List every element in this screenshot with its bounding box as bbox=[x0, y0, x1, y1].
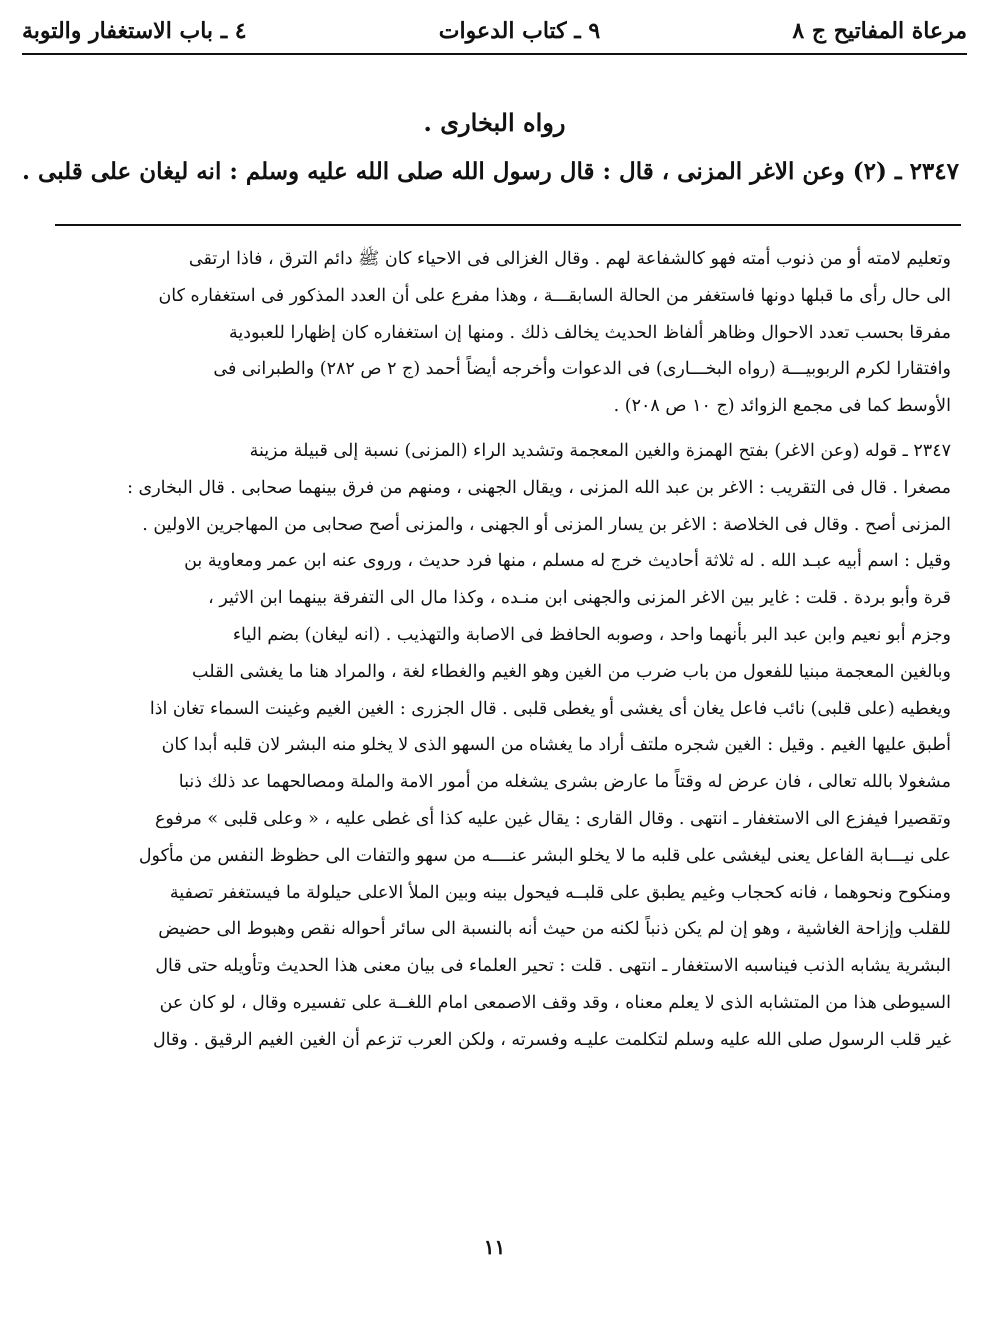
commentary-line: المزنى أصح . وقال فى الخلاصة : الاغر بن يسار المزنى أو الجهنى ، والمزنى أصح صحابى من المهاجرين الاولين . bbox=[142, 514, 951, 535]
commentary-line: وتقصيرا فيفزع الى الاستغفار ـ انتهى . وقال القارى : يقال غين عليه كذا أى غطى عليه ، « وعلى قلبى » مرفوع bbox=[154, 808, 951, 829]
commentary-line: وجزم أبو نعيم وابن عبد البر بأنهما واحد ، وصوبه الحافظ فى الاصابة والتهذيب . (انه ليغان) بضم الياء bbox=[232, 624, 951, 645]
commentary-line: قرة وأبو بردة . قلت : غاير بين الاغر المزنى والجهنى ابن منـده ، وكذا مال الى التفرقة بينهما ابن الاثير ، bbox=[208, 588, 951, 609]
page-number: ١١ bbox=[483, 1235, 506, 1259]
commentary-body bbox=[38, 241, 951, 1059]
commentary-line: السيوطى هذا من المتشابه الذى لا يعلم معناه ، وقد وقف الاصمعى امام اللغــة على تفسيره وقال ، لو كان عن bbox=[159, 992, 951, 1013]
header-chapter-title: ٤ ـ باب الاستغفار والتوبة bbox=[22, 18, 247, 44]
hadith-text: ٢٣٤٧ ـ (٢) وعن الاغر المزنى ، قال : قال رسول الله صلى الله عليه وسلم : انه ليغان على قلبى . bbox=[22, 158, 959, 185]
header-book-title: ٩ ـ كتاب الدعوات bbox=[438, 18, 601, 44]
commentary-line: غير قلب الرسول صلى الله عليه وسلم لتكلمت عليـه وفسرته ، ولكن العرب تزعم أن الغين الغيم الرقيق . وقال bbox=[152, 1029, 951, 1050]
commentary-line: ومنكوح ونحوهما ، فانه كحجاب وغيم يطبق على قلبــه فيحول بينه وبين الملأ الاعلى حيلولة ما فيستغفر تصفية bbox=[169, 882, 951, 903]
commentary-line: مشغولا بالله تعالى ، فان عرض له وقتاً ما عارض بشرى يشغله من أمور الامة والملة ومصالحهما عد ذلك ذنبا bbox=[178, 772, 951, 793]
hadith-attribution: رواه البخارى . bbox=[423, 108, 566, 137]
section-divider bbox=[55, 224, 961, 226]
commentary-line: وافتقارا لكرم الربوبيـــة (رواه البخـــارى) فى الدعوات وأخرجه أيضاً أحمد (ج ٢ ص ٢٨٢) والطبرانى فى bbox=[213, 359, 951, 380]
paragraph-gap bbox=[38, 425, 951, 433]
commentary-line: الأوسط كما فى مجمع الزوائد (ج ١٠ ص ٢٠٨) . bbox=[613, 396, 951, 417]
commentary-line: وقيل : اسم أبيه عبـد الله . له ثلاثة أحاديث خرج له مسلم ، منها فرد حديث ، وروى عنه ابن عمر ومعاوية بن bbox=[184, 551, 951, 572]
header-rule bbox=[22, 53, 967, 55]
commentary-line: على نيـــابة الفاعل يعنى ليغشى على قلبه ما لا يخلو البشر عنــــه من سهو والتفات الى حظوظ النفس من مأكول bbox=[138, 845, 951, 866]
commentary-line: ويغطيه (على قلبى) نائب فاعل يغان أى يغشى أو يغطى قلبى . قال الجزرى : الغين الغيم وغينت السماء تغان اذا bbox=[149, 698, 951, 719]
commentary-line: أطبق عليها الغيم . وقيل : الغين شجره ملتف أراد ما يغشاه من السهو الذى لا يخلو منه البشر لان قلبه أبدا كان bbox=[161, 735, 951, 756]
commentary-line: الى حال رأى ما قبلها دونها فاستغفر من الحالة السابقـــة ، وهذا مفرع على أن العدد المذكور فى استغفاره كان bbox=[158, 285, 951, 306]
hadith-block bbox=[22, 108, 959, 189]
running-header bbox=[22, 14, 967, 48]
commentary-line: مصغرا . قال فى التقريب : الاغر بن عبد الله المزنى ، ويقال الجهنى ، ومنهم من فرق بينهما صحابى . قال البخارى : bbox=[127, 477, 951, 498]
commentary-line: البشرية يشابه الذنب فيناسبه الاستغفار ـ انتهى . قلت : تحير العلماء فى بيان معنى هذا الحديث وتأويله حتى قال bbox=[155, 956, 951, 977]
commentary-line: مفرقا بحسب تعدد الاحوال وظاهر ألفاظ الحديث يخالف ذلك . ومنها إن استغفاره كان إظهارا للعبودية bbox=[228, 322, 951, 343]
commentary-line: وبالغين المعجمة مبنيا للفعول من باب ضرب من الغين وهو الغيم والغطاء لغة ، والمراد هنا ما يغشى القلب bbox=[192, 661, 951, 682]
header-volume-title: مرعاة المفاتيح ج ٨ bbox=[792, 18, 967, 44]
commentary-line: وتعليم لامته أو من ذنوب أمته فهو كالشفاعة لهم . وقال الغزالى فى الاحياء كان ﷺ دائم الترق ، فاذا ارتقى bbox=[188, 249, 951, 269]
commentary-line: ٢٣٤٧ ـ قوله (وعن الاغر) بفتح الهمزة والغين المعجمة وتشديد الراء (المزنى) نسبة إلى قبيلة مزينة bbox=[249, 440, 951, 461]
commentary-line: للقلب وإزاحة الغاشية ، وهو إن لم يكن ذنباً لكنه من حيث أنه بالنسبة الى سائر أحواله نقص وهبوط الى حضيض bbox=[158, 919, 951, 940]
